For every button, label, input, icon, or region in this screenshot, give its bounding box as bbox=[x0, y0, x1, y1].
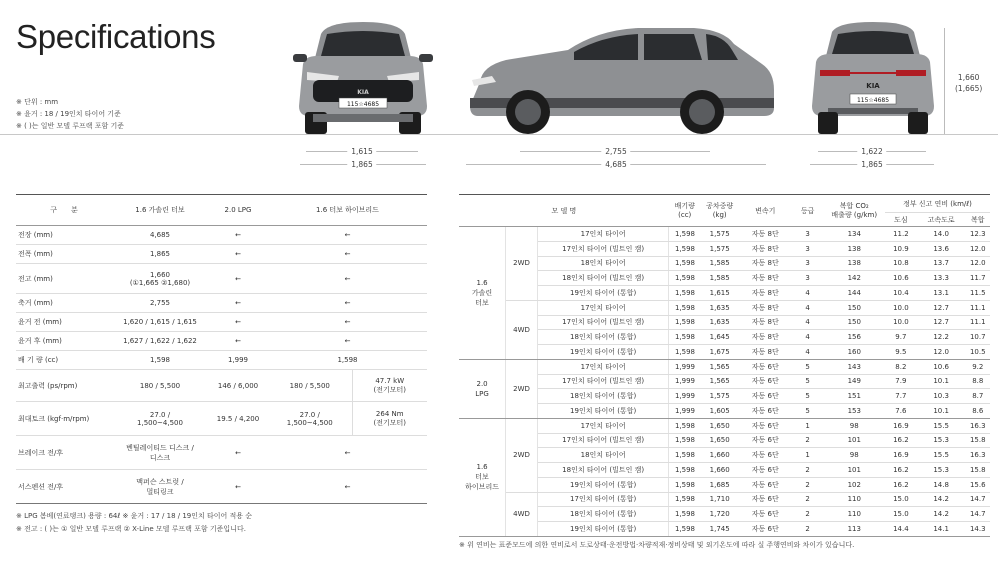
header-city: 도심 bbox=[885, 213, 917, 227]
model-name: 17인치 타이어 bbox=[537, 359, 668, 374]
cell-value: 2 bbox=[792, 433, 824, 448]
cell-value: 5 bbox=[792, 389, 824, 404]
cell-value: 2 bbox=[792, 477, 824, 492]
cell-value: 1,575 bbox=[701, 241, 739, 256]
spec-footnotes bbox=[16, 510, 252, 536]
cell-value: 110 bbox=[824, 507, 885, 522]
cell-value: 1,585 bbox=[701, 271, 739, 286]
length-value: 4,685 bbox=[601, 160, 630, 169]
cell-value: 자동 6단 bbox=[739, 477, 792, 492]
cell-value: 1,598 bbox=[669, 256, 701, 271]
table-row: 전폭 (mm) 1,865 ← ← bbox=[16, 245, 427, 264]
cell-value: 1,565 bbox=[701, 374, 739, 389]
cell-value: 12.2 bbox=[917, 330, 966, 345]
cell-value: 12.7 bbox=[917, 300, 966, 315]
model-name: 17인치 타이어 bbox=[537, 418, 668, 433]
car-front-view bbox=[293, 20, 433, 136]
cell-value: 14.1 bbox=[917, 522, 966, 537]
cell-value: 4 bbox=[792, 330, 824, 345]
cell-value: 15.5 bbox=[917, 448, 966, 463]
cell-value: 1,615 bbox=[701, 286, 739, 301]
header-grade: 등급 bbox=[792, 195, 824, 227]
spec-header-gasoline: 1.6 가솔린 터보 bbox=[112, 195, 208, 226]
front-width-value: 1,865 bbox=[347, 160, 376, 169]
header-fuel-economy: 정부 신고 연비 (km/ℓ) bbox=[885, 195, 990, 213]
cell-value: 7.6 bbox=[885, 404, 917, 419]
table-row bbox=[459, 404, 990, 419]
cell-value: 15.6 bbox=[966, 477, 990, 492]
cell-value: 12.3 bbox=[966, 227, 990, 242]
cell-value: 1,575 bbox=[701, 227, 739, 242]
license-plate-front: 115☆4685 bbox=[346, 101, 380, 108]
cell-value: 156 bbox=[824, 330, 885, 345]
cell-value: 7.7 bbox=[885, 389, 917, 404]
cell-value: 113 bbox=[824, 522, 885, 537]
cell-value: 1,598 bbox=[669, 286, 701, 301]
cell-value: 1 bbox=[792, 418, 824, 433]
cell-value: 16.2 bbox=[885, 433, 917, 448]
cell-value: 150 bbox=[824, 300, 885, 315]
height-value: 1,660 bbox=[957, 73, 980, 82]
cell-value: 14.3 bbox=[966, 522, 990, 537]
cell-value: 13.6 bbox=[917, 241, 966, 256]
header-combined: 복합 bbox=[966, 213, 990, 227]
cell-value: 14.8 bbox=[917, 477, 966, 492]
cell-value: 10.6 bbox=[917, 359, 966, 374]
cell-value: 16.9 bbox=[885, 448, 917, 463]
cell-value: 16.3 bbox=[966, 418, 990, 433]
header-transmission: 변속기 bbox=[739, 195, 792, 227]
spec-header-hybrid: 1.6 터보 하이브리드 bbox=[268, 195, 427, 226]
table-row bbox=[459, 448, 990, 463]
cell-value: 3 bbox=[792, 241, 824, 256]
cell-value: 8.7 bbox=[966, 389, 990, 404]
cell-value: 1,598 bbox=[669, 507, 701, 522]
model-name: 18인치 타이어 bbox=[537, 448, 668, 463]
table-row: 최대토크 (kgf·m/rpm) 27.0 / 1,500~4,500 19.5 / 4,200 27.0 / 1,500~4,500 264 Nm (전기모터) bbox=[16, 402, 427, 436]
cell-value: 자동 6단 bbox=[739, 433, 792, 448]
table-row bbox=[459, 256, 990, 271]
table-row bbox=[459, 522, 990, 537]
cell-value: 15.8 bbox=[966, 433, 990, 448]
engine-group-label: 2.0 LPG bbox=[459, 359, 506, 418]
cell-value: 자동 8단 bbox=[739, 286, 792, 301]
cell-value: 1,999 bbox=[669, 374, 701, 389]
cell-value: 10.0 bbox=[885, 300, 917, 315]
table-row bbox=[459, 492, 990, 507]
cell-value: 10.6 bbox=[885, 271, 917, 286]
cell-value: 149 bbox=[824, 374, 885, 389]
cell-value: 10.4 bbox=[885, 286, 917, 301]
model-name: 17인치 타이어 (빌트인 캠) bbox=[537, 315, 668, 330]
cell-value: 1,650 bbox=[701, 418, 739, 433]
cell-value: 4 bbox=[792, 315, 824, 330]
cell-value: 12.0 bbox=[966, 256, 990, 271]
cell-value: 11.5 bbox=[966, 286, 990, 301]
table-row bbox=[459, 300, 990, 315]
table-row: 축거 (mm) 2,755 ← ← bbox=[16, 294, 427, 313]
wheelbase-value: 2,755 bbox=[601, 147, 630, 156]
cell-value: 8.6 bbox=[966, 404, 990, 419]
cell-value: 10.9 bbox=[885, 241, 917, 256]
header-co2: 복합 CO₂ bbox=[839, 201, 869, 210]
cell-value: 10.1 bbox=[917, 374, 966, 389]
cell-value: 98 bbox=[824, 418, 885, 433]
cell-value: 13.7 bbox=[917, 256, 966, 271]
unit-notes bbox=[16, 96, 124, 132]
cell-value: 10.3 bbox=[917, 389, 966, 404]
cell-value: 8.8 bbox=[966, 374, 990, 389]
cell-value: 1,598 bbox=[669, 345, 701, 360]
table-row bbox=[459, 507, 990, 522]
cell-value: 5 bbox=[792, 404, 824, 419]
note-roofrack: ※ ( )는 일반 모델 루프랙 포함 기준 bbox=[16, 122, 125, 130]
cell-value: 자동 8단 bbox=[739, 241, 792, 256]
model-name: 17인치 타이어 (빌트인 캠) bbox=[537, 241, 668, 256]
cell-value: 98 bbox=[824, 448, 885, 463]
cell-value: 1,635 bbox=[701, 315, 739, 330]
cell-value: 1,598 bbox=[669, 418, 701, 433]
table-row bbox=[459, 271, 990, 286]
cell-value: 1,605 bbox=[701, 404, 739, 419]
cell-value: 14.4 bbox=[885, 522, 917, 537]
cell-value: 11.7 bbox=[966, 271, 990, 286]
model-name: 17인치 타이어 (빌트인 캠) bbox=[537, 374, 668, 389]
model-name: 19인치 타이어 (통합) bbox=[537, 522, 668, 537]
cell-value: 15.5 bbox=[917, 418, 966, 433]
cell-value: 1,598 bbox=[669, 477, 701, 492]
model-name: 18인치 타이어 (통합) bbox=[537, 330, 668, 345]
model-name: 18인치 타이어 (빌트인 캠) bbox=[537, 463, 668, 478]
drive-label: 2WD bbox=[506, 227, 538, 301]
table-row bbox=[459, 345, 990, 360]
cell-value: 15.3 bbox=[917, 463, 966, 478]
model-name: 19인치 타이어 (통합) bbox=[537, 477, 668, 492]
cell-value: 10.1 bbox=[917, 404, 966, 419]
cell-value: 101 bbox=[824, 433, 885, 448]
cell-value: 8.2 bbox=[885, 359, 917, 374]
page-title: Specifications bbox=[16, 18, 216, 55]
cell-value: 12.0 bbox=[917, 345, 966, 360]
cell-value: 자동 8단 bbox=[739, 300, 792, 315]
cell-value: 143 bbox=[824, 359, 885, 374]
note-tread: ※ 윤거 : 18 / 19인치 타이어 기준 bbox=[16, 110, 121, 118]
table-row bbox=[459, 286, 990, 301]
cell-value: 4 bbox=[792, 345, 824, 360]
table-row: 전장 (mm) 4,685 ← ← bbox=[16, 226, 427, 245]
spec-table bbox=[16, 194, 427, 504]
footnote-height: ※ 전고 : ( )는 ① 일반 모델 루프랙 ② X-Line 모델 루프랙 포함 기준입니다. bbox=[16, 525, 246, 533]
cell-value: 11.2 bbox=[885, 227, 917, 242]
cell-value: 3 bbox=[792, 256, 824, 271]
table-row bbox=[459, 315, 990, 330]
cell-value: 자동 6단 bbox=[739, 418, 792, 433]
cell-value: 11.1 bbox=[966, 300, 990, 315]
cell-value: 자동 6단 bbox=[739, 374, 792, 389]
model-name: 17인치 타이어 bbox=[537, 300, 668, 315]
cell-value: 1,598 bbox=[669, 433, 701, 448]
cell-value: 15.0 bbox=[885, 507, 917, 522]
front-tread-value: 1,615 bbox=[347, 147, 376, 156]
cell-value: 1,710 bbox=[701, 492, 739, 507]
model-name: 18인치 타이어 (통합) bbox=[537, 389, 668, 404]
cell-value: 15.0 bbox=[885, 492, 917, 507]
table-row bbox=[459, 418, 990, 433]
cell-value: 14.0 bbox=[917, 227, 966, 242]
table-row: 배 기 량 (cc) 1,598 1,999 1,598 bbox=[16, 351, 427, 370]
cell-value: 10.8 bbox=[885, 256, 917, 271]
cell-value: 14.7 bbox=[966, 507, 990, 522]
cell-value: 14.2 bbox=[917, 507, 966, 522]
engine-group-label: 1.6 가솔린 터보 bbox=[459, 227, 506, 360]
cell-value: 자동 6단 bbox=[739, 507, 792, 522]
cell-value: 1,598 bbox=[669, 300, 701, 315]
cell-value: 자동 8단 bbox=[739, 256, 792, 271]
car-side-view bbox=[462, 20, 780, 136]
header-highway: 고속도로 bbox=[917, 213, 966, 227]
cell-value: 1,598 bbox=[669, 492, 701, 507]
model-name: 17인치 타이어 bbox=[537, 227, 668, 242]
cell-value: 1,660 bbox=[701, 448, 739, 463]
table-row bbox=[459, 433, 990, 448]
cell-value: 142 bbox=[824, 271, 885, 286]
table-row: 윤거 전 (mm) 1,620 / 1,615 / 1,615 ← ← bbox=[16, 313, 427, 332]
cell-value: 2 bbox=[792, 522, 824, 537]
table-row bbox=[459, 241, 990, 256]
cell-value: 1,598 bbox=[669, 315, 701, 330]
table-row bbox=[459, 227, 990, 242]
cell-value: 1,598 bbox=[669, 330, 701, 345]
table-row: 브레이크 전/후 벤틸레이티드 디스크 / 디스크 ← ← bbox=[16, 436, 427, 470]
table-row: 전고 (mm) 1,660 (①1,665 ②1,680) ← ← bbox=[16, 264, 427, 294]
model-name: 18인치 타이어 bbox=[537, 256, 668, 271]
drive-label: 2WD bbox=[506, 418, 538, 492]
cell-value: 1,720 bbox=[701, 507, 739, 522]
cell-value: 1,565 bbox=[701, 359, 739, 374]
cell-value: 144 bbox=[824, 286, 885, 301]
cell-value: 150 bbox=[824, 315, 885, 330]
cell-value: 9.5 bbox=[885, 345, 917, 360]
cell-value: 15.3 bbox=[917, 433, 966, 448]
note-unit: ※ 단위 : mm bbox=[16, 98, 59, 106]
height-dimension-line bbox=[944, 28, 945, 134]
cell-value: 3 bbox=[792, 227, 824, 242]
cell-value: 10.7 bbox=[966, 330, 990, 345]
model-name: 17인치 타이어 (빌트인 캠) bbox=[537, 433, 668, 448]
drive-label: 4WD bbox=[506, 492, 538, 536]
spec-header-lpg: 2.0 LPG bbox=[208, 195, 268, 226]
spec-header-category: 구 분 bbox=[16, 195, 112, 226]
license-plate-rear: 115☆4685 bbox=[856, 97, 890, 104]
cell-value: 160 bbox=[824, 345, 885, 360]
cell-value: 1,999 bbox=[669, 389, 701, 404]
cell-value: 14.2 bbox=[917, 492, 966, 507]
header-model: 모 델 명 bbox=[459, 195, 669, 227]
cell-value: 16.3 bbox=[966, 448, 990, 463]
cell-value: 13.3 bbox=[917, 271, 966, 286]
cell-value: 153 bbox=[824, 404, 885, 419]
cell-value: 13.1 bbox=[917, 286, 966, 301]
cell-value: 자동 8단 bbox=[739, 330, 792, 345]
cell-value: 138 bbox=[824, 241, 885, 256]
rear-width-value: 1,865 bbox=[857, 160, 886, 169]
cell-value: 1,598 bbox=[669, 448, 701, 463]
engine-group-label: 1.6 터보 하이브리드 bbox=[459, 418, 506, 536]
cell-value: 16.9 bbox=[885, 418, 917, 433]
cell-value: 자동 6단 bbox=[739, 389, 792, 404]
header-weight: 공차중량 bbox=[706, 201, 734, 210]
cell-value: 5 bbox=[792, 374, 824, 389]
fuel-footnote: ※ 위 연비는 표준모드에 의한 연비로서 도로상태·운전방법·차량적재·정비상태 및 외기온도에 따라 실 주행연비와 차이가 있습니다. bbox=[459, 541, 855, 549]
model-name: 19인치 타이어 (통합) bbox=[537, 345, 668, 360]
table-row bbox=[459, 359, 990, 374]
cell-value: 1,585 bbox=[701, 256, 739, 271]
table-row bbox=[459, 330, 990, 345]
cell-value: 1,598 bbox=[669, 522, 701, 537]
cell-value: 1,650 bbox=[701, 433, 739, 448]
cell-value: 14.7 bbox=[966, 492, 990, 507]
cell-value: 자동 6단 bbox=[739, 404, 792, 419]
cell-value: 1,575 bbox=[701, 389, 739, 404]
cell-value: 1,745 bbox=[701, 522, 739, 537]
cell-value: 2 bbox=[792, 507, 824, 522]
cell-value: 138 bbox=[824, 256, 885, 271]
cell-value: 2 bbox=[792, 492, 824, 507]
cell-value: 1,675 bbox=[701, 345, 739, 360]
cell-value: 12.7 bbox=[917, 315, 966, 330]
drive-label: 4WD bbox=[506, 300, 538, 359]
height-paren: (1,665) bbox=[955, 84, 983, 93]
cell-value: 1,598 bbox=[669, 271, 701, 286]
cell-value: 12.0 bbox=[966, 241, 990, 256]
cell-value: 자동 8단 bbox=[739, 271, 792, 286]
cell-value: 102 bbox=[824, 477, 885, 492]
cell-value: 110 bbox=[824, 492, 885, 507]
header-displacement: 배기량 bbox=[674, 201, 695, 210]
cell-value: 134 bbox=[824, 227, 885, 242]
cell-value: 1 bbox=[792, 448, 824, 463]
cell-value: 자동 8단 bbox=[739, 227, 792, 242]
cell-value: 자동 6단 bbox=[739, 463, 792, 478]
cell-value: 1,999 bbox=[669, 404, 701, 419]
cell-value: 101 bbox=[824, 463, 885, 478]
cell-value: 16.2 bbox=[885, 477, 917, 492]
cell-value: 1,660 bbox=[701, 463, 739, 478]
model-name: 18인치 타이어 (빌트인 캠) bbox=[537, 271, 668, 286]
cell-value: 1,685 bbox=[701, 477, 739, 492]
cell-value: 자동 8단 bbox=[739, 315, 792, 330]
table-row bbox=[459, 374, 990, 389]
cell-value: 4 bbox=[792, 300, 824, 315]
svg-text:KIA: KIA bbox=[357, 89, 369, 96]
cell-value: 5 bbox=[792, 359, 824, 374]
footnote-lpg: ※ LPG 봄베(연료탱크) 용량 : 64ℓ ※ 윤거 : 17 / 18 / 19인치 타이어 적용 순 bbox=[16, 512, 253, 520]
cell-value: 1,598 bbox=[669, 463, 701, 478]
table-row: 최고출력 (ps/rpm) 180 / 5,500 146 / 6,000 180 / 5,500 47.7 kW (전기모터) bbox=[16, 370, 427, 402]
spec-table-header bbox=[16, 195, 427, 226]
cell-value: 10.0 bbox=[885, 315, 917, 330]
table-row: 윤거 후 (mm) 1,627 / 1,622 / 1,622 ← ← bbox=[16, 332, 427, 351]
height-dimension bbox=[955, 72, 982, 94]
cell-value: 7.9 bbox=[885, 374, 917, 389]
table-row: 서스펜션 전/후 맥퍼슨 스트럿 / 멀티링크 ← ← bbox=[16, 470, 427, 504]
drive-label: 2WD bbox=[506, 359, 538, 418]
table-row bbox=[459, 463, 990, 478]
cell-value: 자동 6단 bbox=[739, 448, 792, 463]
model-name: 19인치 타이어 (통합) bbox=[537, 286, 668, 301]
cell-value: 자동 6단 bbox=[739, 359, 792, 374]
rear-tread-value: 1,622 bbox=[857, 147, 886, 156]
cell-value: 4 bbox=[792, 286, 824, 301]
cell-value: 자동 6단 bbox=[739, 522, 792, 537]
cell-value: 1,999 bbox=[669, 359, 701, 374]
cell-value: 자동 6단 bbox=[739, 492, 792, 507]
svg-text:KIA: KIA bbox=[866, 82, 880, 90]
cell-value: 11.1 bbox=[966, 315, 990, 330]
model-name: 17인치 타이어 (통합) bbox=[537, 492, 668, 507]
cell-value: 1,598 bbox=[669, 241, 701, 256]
cell-value: 15.8 bbox=[966, 463, 990, 478]
fuel-table-header: 모 델 명 배기량 (cc) 공차중량 (kg) 변속기 등급 복합 CO₂ 배출량 (g/km) 정부 신고 연비 (km/ℓ) bbox=[459, 195, 990, 213]
model-name: 19인치 타이어 (통합) bbox=[537, 404, 668, 419]
fuel-table-body bbox=[459, 227, 990, 537]
cell-value: 3 bbox=[792, 271, 824, 286]
cell-value: 9.2 bbox=[966, 359, 990, 374]
cell-value: 자동 8단 bbox=[739, 345, 792, 360]
table-row bbox=[459, 389, 990, 404]
fuel-economy-table bbox=[459, 194, 990, 537]
ground-line bbox=[0, 134, 998, 135]
car-rear-view bbox=[808, 20, 938, 136]
cell-value: 1,598 bbox=[669, 227, 701, 242]
model-name: 18인치 타이어 (통합) bbox=[537, 507, 668, 522]
cell-value: 2 bbox=[792, 463, 824, 478]
cell-value: 1,645 bbox=[701, 330, 739, 345]
cell-value: 16.2 bbox=[885, 463, 917, 478]
cell-value: 10.5 bbox=[966, 345, 990, 360]
cell-value: 9.7 bbox=[885, 330, 917, 345]
cell-value: 151 bbox=[824, 389, 885, 404]
table-row bbox=[459, 477, 990, 492]
cell-value: 1,635 bbox=[701, 300, 739, 315]
